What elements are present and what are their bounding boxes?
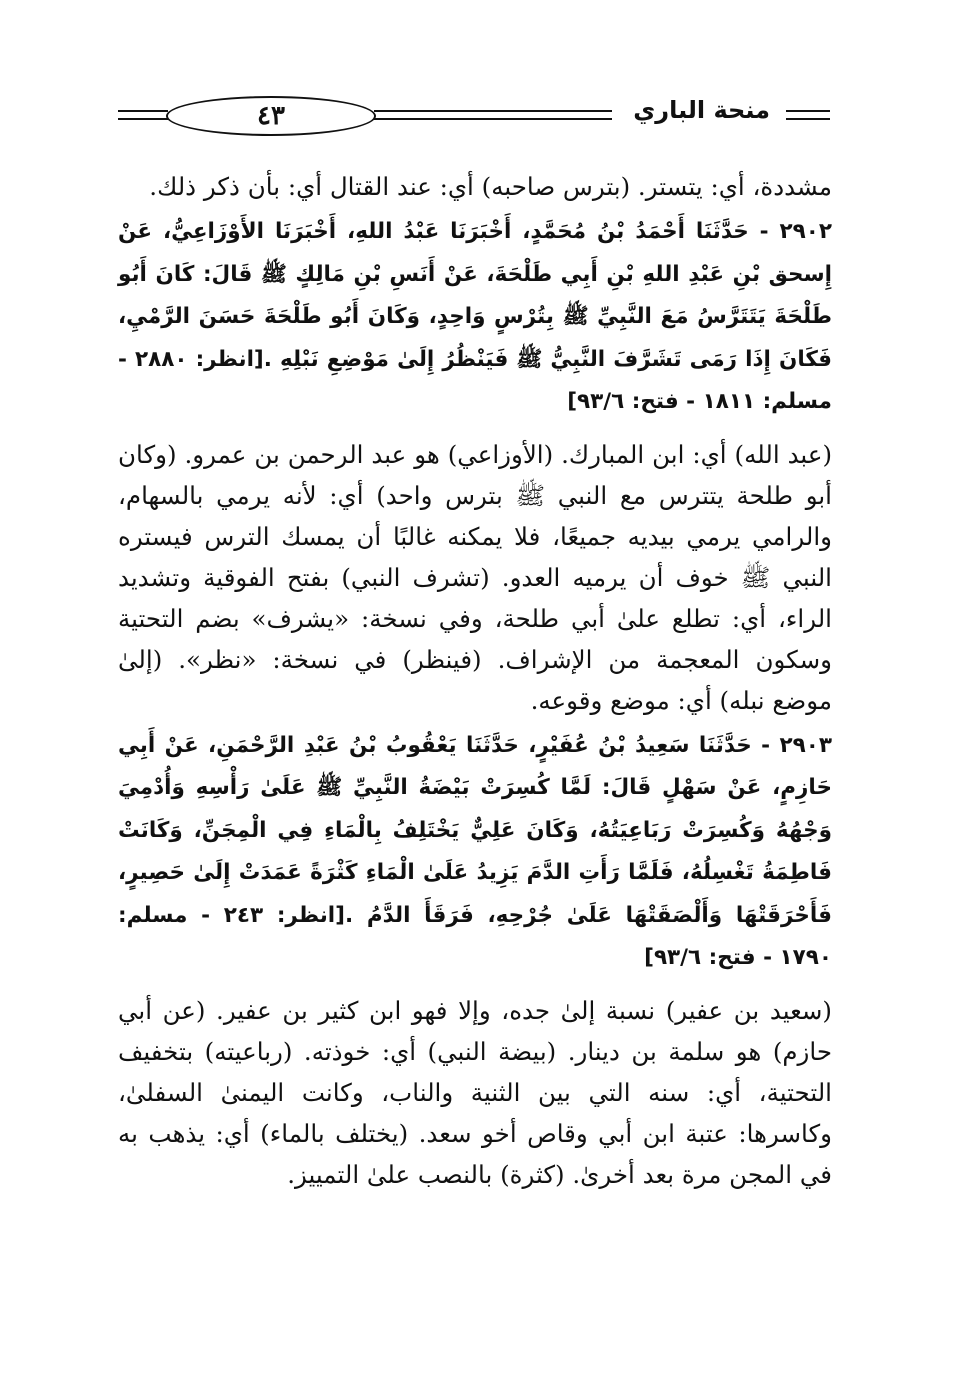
commentary-paragraph: مشددة، أي: يتستر. (بترس صاحبه) أي: عند القتال أي: بأن ذكر ذلك. xyxy=(149,172,832,201)
hadith-paragraph: ٢٩٠٢ - حَدَّثَنَا أَحْمَدُ بْنُ مُحَمَّدٍ، أَخْبَرَنَا عَبْدُ اللهِ، أَخْبَرَنَا الأَوْزَاعِيُّ، عَنْ إِسحق بْنِ عَبْدِ اللهِ بْنِ أَبِي طَلْحَةَ، عَنْ أَنَسِ بْنِ مَالِكٍ ﷺ قَالَ: كَانَ أَبُو طَلْحَةَ يَتَتَرَّسُ مَعَ النَّبِيِّ ﷺ بِتُرْسٍ وَاحِدٍ، وَكَانَ أَبُو طَلْحَةَ حَسَنَ الرَّمْيِ، فَكَانَ إِذَا رَمَى تَشَرَّفَ النَّبِيُّ ﷺ فَيَنْظُرُ إِلَىٰ مَوْضِعِ نَبْلِهِ .[انظر: ٢٨٨٠ - مسلم: ١٨١١ - فتح: ٩٣/٦] xyxy=(118,219,832,414)
page-body xyxy=(118,166,832,1195)
header-rule-middle-top xyxy=(374,110,612,112)
header-rule-middle-bottom xyxy=(374,118,612,120)
header-rule-right-bottom xyxy=(786,118,830,120)
book-title: منحة الباري xyxy=(633,96,770,124)
header-rule-right-top xyxy=(786,110,830,112)
running-header xyxy=(118,90,830,156)
commentary-paragraph: (سعيد بن عفير) نسبة إلىٰ جده، وإلا فهو ابن كثير بن عفير. (عن أبي حازم) هو سلمة بن دينار. (بيضة النبي) أي: خوذته. (رباعيته) بتخفيف التحتية، أي: سنه التي بين الثنية والناب، وكانت اليمنىٰ السفلىٰ، وكاسرها: عتبة ابن أبي وقاص أخو سعد. (يختلف بالماء) أي: يذهب به في المجن مرة بعد أخرىٰ. (كثرة) بالنصب علىٰ التمييز. xyxy=(118,995,832,1189)
header-rule-left-top xyxy=(118,110,168,112)
header-rule-left-bottom xyxy=(118,118,168,120)
hadith-paragraph: ٢٩٠٣ - حَدَّثَنَا سَعِيدُ بْنُ عُفَيْرٍ، حَدَّثَنَا يَعْقُوبُ بْنُ عَبْدِ الرَّحْمَنِ، عَنْ أَبِي حَازِمٍ، عَنْ سَهْلٍ قَالَ: لَمَّا كُسِرَتْ بَيْضَةُ النَّبِيِّ ﷺ عَلَىٰ رَأْسِهِ وَأُدْمِيَ وَجْهُهُ وَكُسِرَتْ رَبَاعِيَتُهُ، وَكَانَ عَلِيٌّ يَخْتَلِفُ بِالْمَاءِ فِي الْمِجَنِّ، وَكَانَتْ فَاطِمَةُ تَغْسِلُهُ، فَلَمَّا رَأَتِ الدَّمَ يَزِيدُ عَلَىٰ الْمَاءِ كَثْرَةً عَمَدَتْ إِلَىٰ حَصِيرٍ، فَأَحْرَقَتْهَا وَأَلْصَقَتْهَا عَلَىٰ جُرْحِهِ، فَرَقَأَ الدَّمُ .[انظر: ٢٤٣ - مسلم: ١٧٩٠ - فتح: ٩٣/٦] xyxy=(118,732,833,970)
commentary-paragraph: (عبد الله) أي: ابن المبارك. (الأوزاعي) هو عبد الرحمن بن عمرو. (وكان أبو طلحة يتترس مع النبي ﷺ بترس واحد) أي: لأنه يرمي بالسهام، والرامي يرمي بيديه جميعًا، فلا يمكنه غالبًا أن يمسك الترس فيستره النبي ﷺ خوف أن يرميه العدو. (تشرف النبي) بفتح الفوقية وتشديد الراء، أي: تطلع علىٰ أبي طلحة، وفي نسخة: «يشرف» بضم التحتية وسكون المعجمة من الإشراف. (فينظر) في نسخة: «نظر». (إلىٰ موضع نبله) أي: موضع وقوعه. xyxy=(118,439,832,715)
page-number: ٤٣ xyxy=(166,96,376,136)
